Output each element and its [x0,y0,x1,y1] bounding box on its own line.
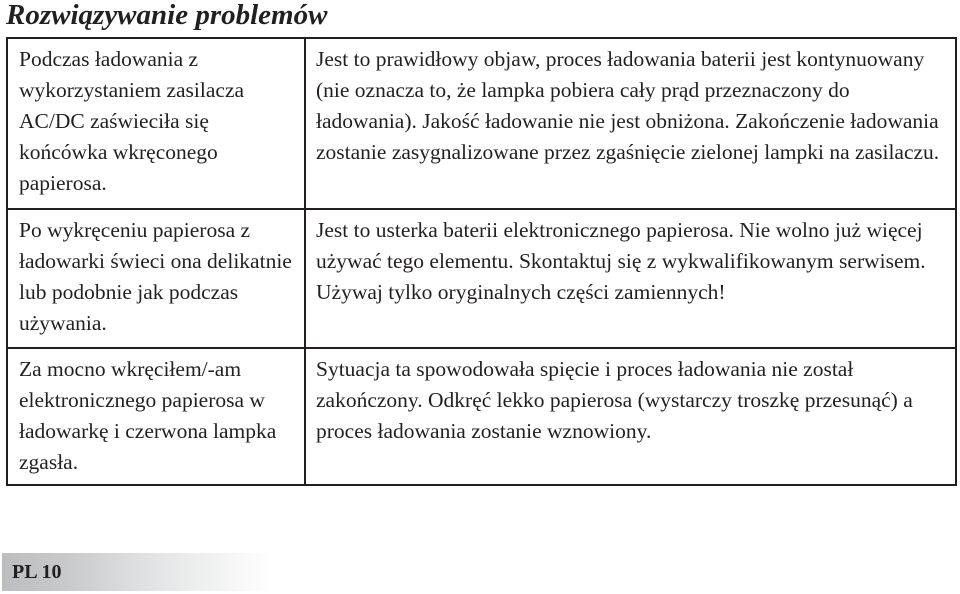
solution-text: Sytuacja ta spowodowała spięcie i proces ładowania nie został zakończony. Odkręć lekko papierosa (wystarczy troszkę przesunąć) a proces ładowania zostanie wznowiony. [316,357,913,443]
solution-cell [305,348,956,485]
table-row [7,38,956,209]
table-row [7,209,956,348]
problem-text: Podczas ładowania z wykorzystaniem zasilacza AC/DC zaświeciła się końcówka wkręconego papierosa. [19,47,245,195]
problem-text: Po wykręceniu papierosa z ładowarki świeci ona delikatnie lub podobnie jak podczas używania. [19,218,292,335]
solution-cell [305,38,956,209]
problem-text: Za mocno wkręciłem/-am elektronicznego papierosa w ładowarkę i czerwona lampka zgasła. [19,357,277,474]
table-row [7,348,956,485]
problem-cell [7,209,305,348]
page-title: Rozwiązywanie problemów [6,0,328,31]
solution-text: Jest to usterka baterii elektronicznego papierosa. Nie wolno już więcej używać tego elementu. Skontaktuj się z wykwalifikowanym serwisem. Używaj tylko oryginalnych części zamiennych! [316,218,926,304]
page-number: PL 10 [12,561,62,583]
problem-cell [7,38,305,209]
footer-page-tab [2,553,272,591]
solution-text: Jest to prawidłowy objaw, proces ładowania baterii jest kontynuowany (nie oznacza to, że lampka pobiera cały prąd przeznaczony do ładowania). Jakość ładowanie nie jest obniżona. Zakończenie ładowania zostanie zasygnalizowane przez zgaśnięcie zielonej lampki na zasilaczu. [316,47,940,164]
solution-cell [305,209,956,348]
problem-cell [7,348,305,485]
troubleshooting-table [6,37,957,486]
